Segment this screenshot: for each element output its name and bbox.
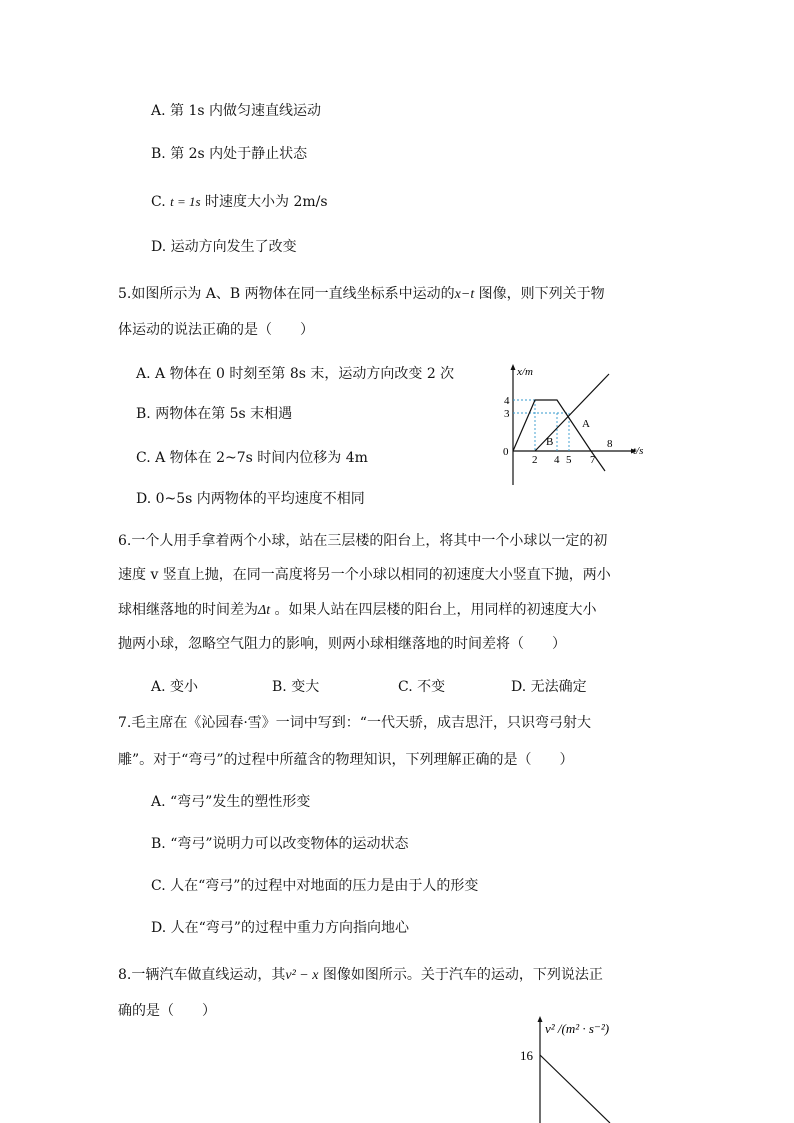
q4-option-c xyxy=(151,192,328,212)
q4-option-a: A. 第 1s 内做匀速直线运动 xyxy=(151,103,322,119)
q8-stem-text-a: 8.一辆汽车做直线运动，其 xyxy=(118,967,286,983)
q5-origin-label: 0 xyxy=(503,446,509,458)
q5-option-c: C. A 物体在 2~7s 时间内位移为 4m xyxy=(136,450,368,466)
q7-stem-line2: 雕”。对于“弯弓”的过程中所蕴含的物理知识，下列理解正确的是（ ） xyxy=(118,752,574,768)
q5-option-d: D. 0~5s 内两物体的平均速度不相同 xyxy=(136,491,365,507)
q4-option-b: B. 第 2s 内处于静止状态 xyxy=(151,146,308,162)
q7-option-a: A. “弯弓”发生的塑性形变 xyxy=(151,794,311,810)
q5-stem-math: x−t xyxy=(454,287,475,302)
q5-xt-graph xyxy=(495,360,655,490)
q6-stem-line3 xyxy=(118,600,597,621)
q5-x-tick-7: 7 xyxy=(590,454,596,466)
q5-stem-line1 xyxy=(118,284,605,305)
q5-label-a: A xyxy=(582,418,590,430)
q7-option-b: B. “弯弓”说明力可以改变物体的运动状态 xyxy=(151,836,409,852)
q6-stem-line1: 6.一个人用手拿着两个小球，站在三层楼的阳台上，将其中一个小球以一定的初 xyxy=(118,533,608,549)
q6-stem-text-a: 球相继落地的时间差为 xyxy=(118,602,258,618)
q7-option-d: D. 人在“弯弓”的过程中重力方向指向地心 xyxy=(151,920,409,936)
q4-option-c-math: t = 1s xyxy=(170,194,201,209)
q5-x-tick-8: 8 xyxy=(607,438,613,450)
q6-option-b: B. 变大 xyxy=(272,679,320,695)
q5-x-axis-label: t/s xyxy=(633,445,644,457)
q6-stem-line4: 抛两小球，忽略空气阻力的影响，则两小球相继落地的时间差将（ ） xyxy=(118,636,566,652)
q5-x-tick-4: 4 xyxy=(554,454,560,466)
q5-option-a: A. A 物体在 0 时刻至第 8s 末，运动方向改变 2 次 xyxy=(136,366,455,382)
q8-v2x-graph xyxy=(515,1012,655,1123)
q6-option-c: C. 不变 xyxy=(398,679,446,695)
q5-stem-line2: 体运动的说法正确的是（ ） xyxy=(118,322,314,338)
q5-stem-text-a: 5.如图所示为 A、B 两物体在同一直线坐标系中运动的 xyxy=(118,286,455,302)
q5-y-tick-3: 3 xyxy=(504,408,510,420)
q5-stem-text-b: 图像，则下列关于物 xyxy=(474,286,605,302)
q8-stem-line2: 确的是（ ） xyxy=(118,1003,216,1019)
q8-stem-math: v² − x xyxy=(285,968,319,983)
q7-option-c: C. 人在“弯弓”的过程中对地面的压力是由于人的形变 xyxy=(151,878,479,894)
q5-x-tick-2: 2 xyxy=(532,454,538,466)
q8-y-tick-16: 16 xyxy=(520,1048,533,1063)
q4-option-c-letter: C. xyxy=(151,194,171,210)
q7-stem-line1: 7.毛主席在《沁园春·雪》一词中写到：“一代天骄，成吉思汗，只识弯弓射大 xyxy=(118,715,591,731)
q4-option-c-text: 时速度大小为 2m/s xyxy=(200,194,328,210)
q5-x-tick-5: 5 xyxy=(566,454,572,466)
q6-stem-text-b: 。如果人站在四层楼的阳台上，用同样的初速度大小 xyxy=(270,602,597,618)
q8-line xyxy=(540,1055,610,1123)
q5-option-b: B. 两物体在第 5s 末相遇 xyxy=(136,406,293,422)
q6-stem-math: Δt xyxy=(258,603,271,618)
q4-option-d: D. 运动方向发生了改变 xyxy=(151,239,297,255)
q8-stem-line1 xyxy=(118,965,603,986)
q8-stem-text-b: 图像如图所示。关于汽车的运动，下列说法正 xyxy=(318,967,603,983)
q6-option-a: A. 变小 xyxy=(151,679,199,695)
q5-label-b: B xyxy=(546,436,554,448)
q5-y-axis-label: x/m xyxy=(517,366,533,378)
q5-y-axis-arrow xyxy=(511,364,516,370)
q8-y-axis-arrow xyxy=(538,1016,543,1022)
q5-y-tick-4: 4 xyxy=(504,395,510,407)
q6-stem-line2: 速度 v 竖直上抛，在同一高度将另一个小球以相同的初速度大小竖直下抛，两小 xyxy=(118,567,611,583)
q8-y-axis-label: v² /(m² · s⁻²) xyxy=(545,1021,610,1036)
q6-option-d: D. 无法确定 xyxy=(511,679,587,695)
